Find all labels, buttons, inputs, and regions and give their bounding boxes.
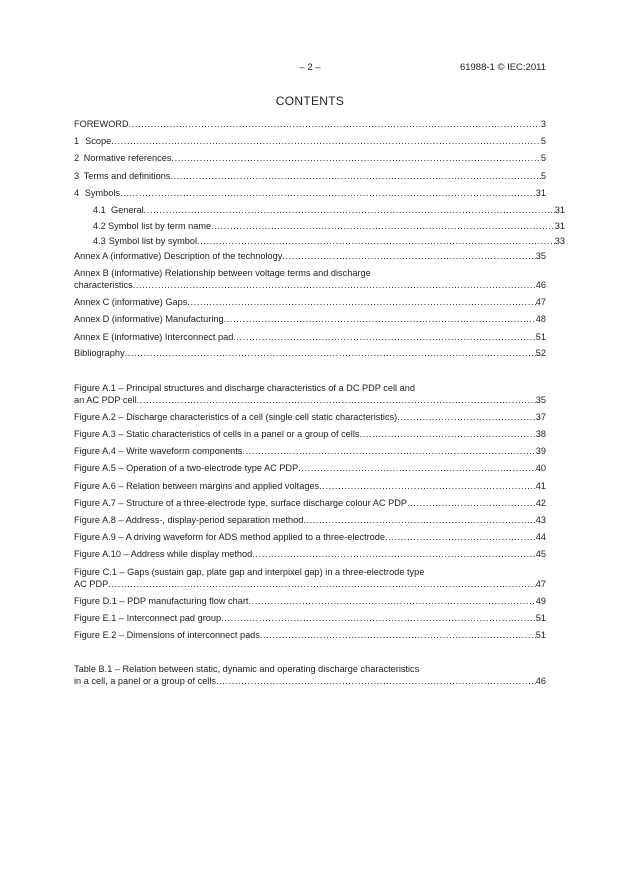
figure-entry[interactable] <box>74 445 546 457</box>
page-number-ref: 40 <box>535 463 546 473</box>
toc-entry-line <box>74 118 546 130</box>
toc-title: Terms and definitions <box>83 171 171 181</box>
figure-title: Figure A.3 – Static characteristics of cells in a panel or a group of cells <box>74 429 360 439</box>
page-number-ref: 46 <box>535 676 546 686</box>
figure-entry-line <box>74 548 546 560</box>
page-number-ref: 31 <box>554 221 565 231</box>
dot-leader <box>187 296 535 308</box>
dot-leader <box>319 480 536 492</box>
figure-title: Figure A.10 – Address while display method <box>74 549 253 559</box>
dot-leader <box>242 445 535 457</box>
page-number-ref: 42 <box>535 498 546 508</box>
dot-leader <box>108 578 536 590</box>
figure-entry-line <box>74 497 546 509</box>
figure-entry[interactable] <box>74 382 546 406</box>
figure-entry[interactable] <box>74 462 546 474</box>
toc-title: FOREWORD <box>74 119 129 129</box>
toc-entry[interactable] <box>74 313 546 325</box>
figure-entry-line <box>74 445 546 457</box>
page-number-ref: 31 <box>535 188 546 198</box>
dot-leader <box>170 170 540 182</box>
toc-title: characteristics <box>74 280 133 290</box>
dot-leader <box>248 595 535 607</box>
figure-title: Figure A.7 – Structure of a three-electrode type, surface discharge colour AC PDP <box>74 498 407 508</box>
figure-entry[interactable] <box>74 566 546 590</box>
dot-leader <box>211 220 555 232</box>
toc-entry[interactable] <box>74 152 546 164</box>
figure-entry[interactable] <box>74 514 546 526</box>
toc-entry[interactable] <box>74 250 546 262</box>
figure-entry-line <box>74 394 546 406</box>
toc-entry[interactable] <box>74 170 546 182</box>
toc-entry[interactable] <box>74 347 546 359</box>
page-number-ref: 33 <box>554 236 565 246</box>
toc-title: Annex A (informative) Description of the technology <box>74 251 283 261</box>
page-number-ref: 44 <box>535 532 546 542</box>
page-number-ref: 46 <box>535 280 546 290</box>
page-number-ref: 35 <box>535 395 546 405</box>
dot-leader <box>129 118 541 130</box>
contents-title: CONTENTS <box>275 94 345 108</box>
toc-entry[interactable] <box>74 118 546 130</box>
section-number: 4.3 <box>93 236 106 246</box>
toc-entry-line <box>74 170 546 182</box>
page-number-ref: 47 <box>535 297 546 307</box>
figure-entry-line <box>74 462 546 474</box>
page-number-ref: 47 <box>535 579 546 589</box>
figure-title: Figure A.8 – Address-, display-period separation method <box>74 515 304 525</box>
toc-entry[interactable] <box>74 296 546 308</box>
toc-entry-line <box>74 135 546 147</box>
table-entry[interactable] <box>74 663 546 687</box>
toc-title: Annex C (informative) Gaps <box>74 297 188 307</box>
dot-leader <box>359 428 535 440</box>
figure-title: Figure D.1 – PDP manufacturing flow chart <box>74 596 249 606</box>
dot-leader <box>260 629 536 641</box>
toc-entry-line <box>74 267 546 279</box>
figure-entry[interactable] <box>74 428 546 440</box>
standard-reference: 61988-1 © IEC:2011 <box>459 62 546 73</box>
section-number: 2 <box>74 153 80 163</box>
page-number-ref: 52 <box>535 348 546 358</box>
toc-entry[interactable] <box>74 331 546 343</box>
dot-leader <box>224 313 536 325</box>
dot-leader <box>303 514 535 526</box>
toc-title: Symbol list by term name <box>108 221 212 231</box>
toc-entry[interactable] <box>74 187 546 199</box>
page-number-ref: 51 <box>535 332 546 342</box>
page-number-ref: 49 <box>535 596 546 606</box>
dot-leader <box>171 152 540 164</box>
toc-entry-line <box>93 220 565 232</box>
page-number-ref: 41 <box>535 481 546 491</box>
toc-entry-line <box>93 204 565 216</box>
figure-entry-line <box>74 480 546 492</box>
page-number-ref: 38 <box>535 429 546 439</box>
figure-entry-line <box>74 428 546 440</box>
figure-title: Figure E.2 – Dimensions of interconnect pads <box>74 630 260 640</box>
dot-leader <box>385 531 536 543</box>
page-number-ref: 31 <box>554 205 565 215</box>
toc-entry-line <box>74 187 546 199</box>
page-number-ref: 48 <box>535 314 546 324</box>
toc-entry-line <box>74 347 546 359</box>
figure-entry[interactable] <box>74 531 546 543</box>
page-number-ref: 3 <box>540 119 546 129</box>
dot-leader <box>252 548 536 560</box>
figure-title: Figure A.4 – Write waveform components <box>74 446 243 456</box>
page-number-ref: 37 <box>535 412 546 422</box>
toc-entry-line <box>74 296 546 308</box>
dot-leader <box>216 675 536 687</box>
table-title: in a cell, a panel or a group of cells <box>74 676 216 686</box>
figure-title: Figure A.1 – Principal structures and discharge characteristics of a DC PDP cell and <box>74 383 415 393</box>
toc-entry-line <box>74 152 546 164</box>
page-number-ref: 51 <box>535 613 546 623</box>
page-number-ref: 5 <box>540 171 546 181</box>
table-entry-line <box>74 675 546 687</box>
section-number: 1 <box>74 136 80 146</box>
toc-title: General <box>110 205 144 215</box>
toc-entry[interactable] <box>74 267 546 291</box>
figure-title: Figure A.2 – Discharge characteristics of a cell (single cell static characteristics) <box>74 412 398 422</box>
figure-entry[interactable] <box>74 480 546 492</box>
dot-leader <box>125 347 536 359</box>
section-number: 3 <box>74 171 80 181</box>
page-number-ref: 35 <box>535 251 546 261</box>
page-number-ref: 43 <box>535 515 546 525</box>
figure-entry[interactable] <box>74 548 546 560</box>
figure-entry-line <box>74 595 546 607</box>
dot-leader <box>137 394 536 406</box>
figure-entry[interactable] <box>74 595 546 607</box>
toc-entry[interactable] <box>74 204 565 216</box>
figure-entry-line <box>74 612 546 624</box>
dot-leader <box>407 497 536 509</box>
figure-entry-line <box>74 578 546 590</box>
dot-leader <box>111 135 541 147</box>
section-number: 4.2 <box>93 221 106 231</box>
figure-title: Figure A.9 – A driving waveform for ADS method applied to a three-electrode <box>74 532 386 542</box>
section-number: 4.1 <box>93 205 106 215</box>
toc-title: Scope <box>85 136 112 146</box>
toc-entry[interactable] <box>74 235 565 247</box>
dot-leader <box>397 411 536 423</box>
figure-title: an AC PDP cell <box>74 395 137 405</box>
toc-entry-line <box>74 331 546 343</box>
figure-entry[interactable] <box>74 612 546 624</box>
toc-entry[interactable] <box>74 135 546 147</box>
toc-title: Annex B (informative) Relationship between voltage terms and discharge <box>74 268 371 278</box>
dot-leader <box>233 331 535 343</box>
table-entry-line <box>74 663 546 675</box>
page-number-ref: 45 <box>535 549 546 559</box>
figure-entry-line <box>74 629 546 641</box>
dot-leader <box>133 279 536 291</box>
toc-entry-line <box>93 235 565 247</box>
figure-title: Figure C.1 – Gaps (sustain gap, plate gap and interpixel gap) in a three-electrode type <box>74 567 425 577</box>
dot-leader <box>298 462 536 474</box>
page-number-ref: 51 <box>535 630 546 640</box>
toc-entry-line <box>74 313 546 325</box>
dot-leader <box>282 250 535 262</box>
table-title: Table B.1 – Relation between static, dynamic and operating discharge characteristics <box>74 664 420 674</box>
toc-title: Annex D (informative) Manufacturing <box>74 314 224 324</box>
toc-title: Symbol list by symbol <box>108 236 197 246</box>
toc-entry[interactable] <box>74 220 565 232</box>
toc-entry-line <box>74 250 546 262</box>
figure-entry[interactable] <box>74 411 546 423</box>
toc-title: Annex E (informative) Interconnect pad <box>74 332 234 342</box>
page-number-ref: 5 <box>540 136 546 146</box>
figure-entry-line <box>74 411 546 423</box>
figure-entry[interactable] <box>74 629 546 641</box>
figure-entry-line <box>74 514 546 526</box>
figure-entry-line <box>74 531 546 543</box>
toc-title: Bibliography <box>74 348 125 358</box>
toc-entry-line <box>74 279 546 291</box>
dot-leader <box>120 187 536 199</box>
page-number-ref: 5 <box>540 153 546 163</box>
page-number-ref: 39 <box>535 446 546 456</box>
dot-leader <box>221 612 536 624</box>
figure-entry-line <box>74 382 546 394</box>
dot-leader <box>144 204 555 216</box>
toc-title: Symbols <box>84 188 121 198</box>
figure-title: Figure A.5 – Operation of a two-electrode type AC PDP <box>74 463 299 473</box>
section-number: 4 <box>74 188 80 198</box>
toc-title: Normative references <box>83 153 172 163</box>
dot-leader <box>197 235 555 247</box>
figure-title: Figure A.6 – Relation between margins and applied voltages <box>74 481 320 491</box>
figure-title: AC PDP <box>74 579 109 589</box>
figure-entry[interactable] <box>74 497 546 509</box>
figure-entry-line <box>74 566 546 578</box>
figure-title: Figure E.1 – Interconnect pad group <box>74 613 222 623</box>
page-number: – 2 – <box>299 62 321 73</box>
